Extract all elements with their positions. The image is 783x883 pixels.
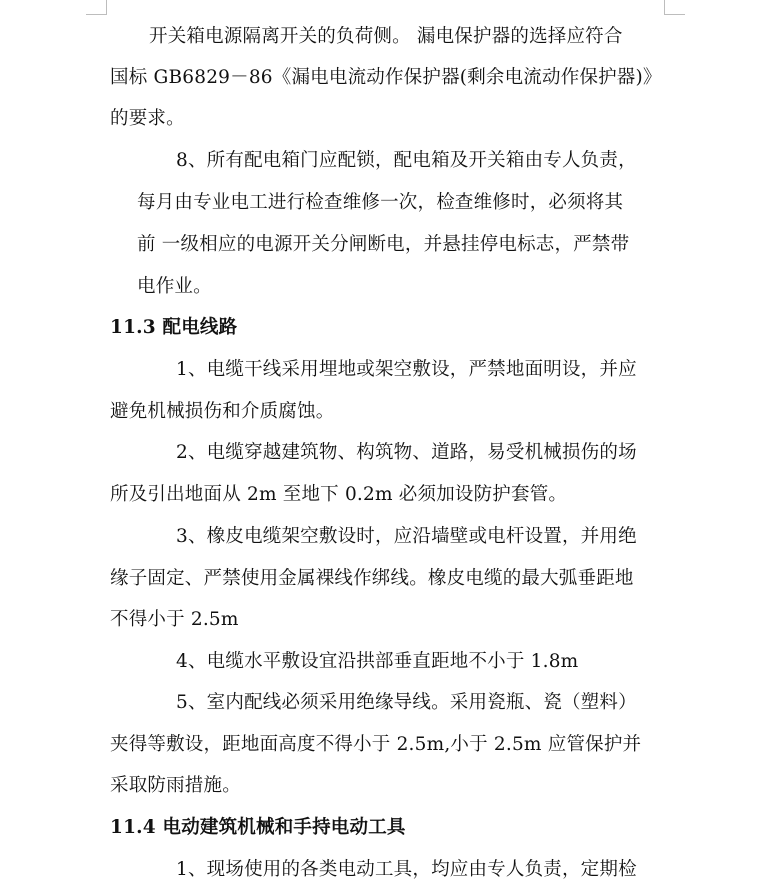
- paragraph-line: 缘子固定、严禁使用金属裸线作绑线。橡皮电缆的最大弧垂距地: [110, 568, 634, 589]
- paragraph-line: 采取防雨措施。: [110, 775, 241, 796]
- page-corner-mark-top-left: [86, 0, 107, 15]
- paragraph-line: 的要求。: [110, 108, 185, 129]
- paragraph-line: 1、现场使用的各类电动工具，均应由专人负责，定期检: [176, 859, 637, 880]
- paragraph-line: 所及引出地面从 2m 至地下 0.2m 必须加设防护套管。: [110, 484, 568, 505]
- section-heading: 11.3 配电线路: [110, 317, 238, 338]
- paragraph-line: 国标 GB6829－86《漏电电流动作保护器(剩余电流动作保护器)》: [110, 67, 662, 88]
- paragraph-line: 3、橡皮电缆架空敷设时，应沿墙壁或电杆设置，并用绝: [176, 526, 637, 547]
- paragraph-line: 8、所有配电箱门应配锁，配电箱及开关箱由专人负责，: [176, 150, 637, 171]
- paragraph-line: 夹得等敷设，距地面高度不得小于 2.5m,小于 2.5m 应管保护并: [110, 734, 642, 755]
- page-corner-mark-top-right: [664, 0, 685, 15]
- paragraph-line: 5、室内配线必须采用绝缘导线。采用瓷瓶、瓷（塑料）: [176, 692, 637, 713]
- paragraph-line: 开关箱电源隔离开关的负荷侧。 漏电保护器的选择应符合: [149, 26, 623, 47]
- paragraph-line: 前 一级相应的电源开关分闸断电，并悬挂停电标志，严禁带: [137, 234, 630, 255]
- section-heading: 11.4 电动建筑机械和手持电动工具: [110, 817, 406, 838]
- paragraph-line: 避免机械损伤和介质腐蚀。: [110, 401, 335, 422]
- paragraph-line: 每月由专业电工进行检查维修一次，检查维修时，必须将其: [137, 192, 624, 213]
- paragraph-line: 1、电缆干线采用埋地或架空敷设，严禁地面明设，并应: [176, 359, 637, 380]
- paragraph-line: 2、电缆穿越建筑物、构筑物、道路，易受机械损伤的场: [176, 442, 637, 463]
- paragraph-line: 4、电缆水平敷设宜沿拱部垂直距地不小于 1.8m: [176, 651, 579, 672]
- paragraph-line: 电作业。: [137, 276, 212, 297]
- paragraph-line: 不得小于 2.5m: [110, 609, 239, 630]
